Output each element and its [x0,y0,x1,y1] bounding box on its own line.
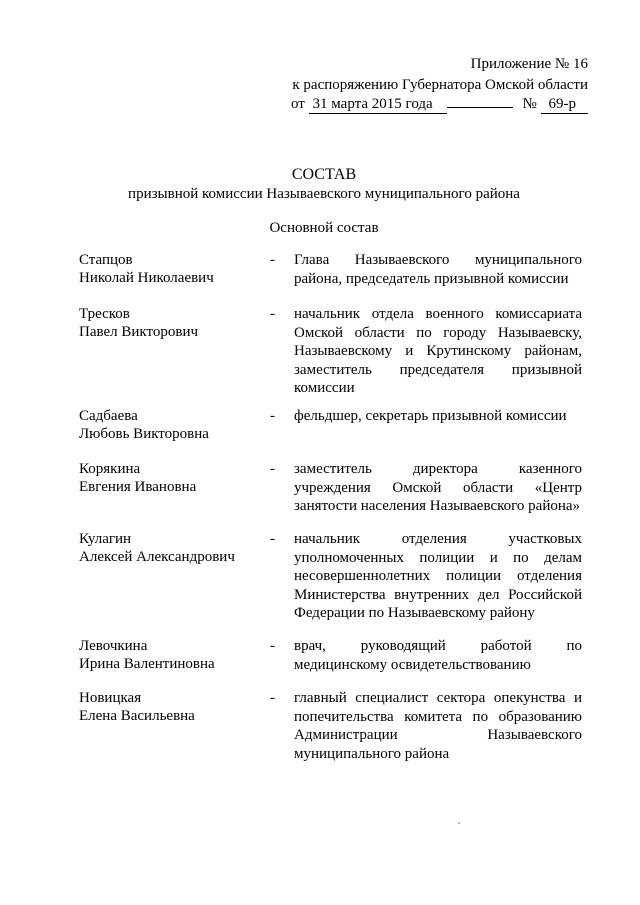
section-heading: Основной состав [269,220,379,236]
appendix-label: Приложение № 16 [470,56,588,72]
member-name [79,460,196,496]
member-surname: Корякина [79,461,141,477]
member-name [79,637,215,673]
dash-separator: - [270,408,275,424]
member-role: врач, руководящий работой по медицинскому освидетельствованию [294,638,582,673]
member-given-name: Николай Николаевич [79,270,214,286]
member-name [79,407,209,443]
member-role: главный специалист сектора опекунства и попечительства комитета по образованию Администрации Называевского муниципального района [294,690,582,762]
document-title: СОСТАВ [291,166,357,183]
member-name [79,305,198,341]
member-role: начальник отделения участковых уполномоченных полиции и по делам несовершеннолетних полиции отделения Министерства внутренних дел Российской Федерации по Называевскому району [294,531,582,621]
member-role: Глава Называевского муниципального района, председатель призывной комиссии [294,252,582,287]
order-number: 69-р [548,96,576,112]
document-subtitle: призывной комиссии Называевского муниципального района [128,186,520,202]
dash-separator: - [270,690,275,706]
dash-separator: - [270,638,275,654]
member-given-name: Алексей Александрович [79,549,235,565]
order-reference: к распоряжению Губернатора Омской области [292,77,588,93]
member-surname: Левочкина [79,638,148,654]
member-role: заместитель директора казенного учреждения Омской области «Центр занятости населения Называевского района» [294,461,582,514]
member-given-name: Павел Викторович [79,324,199,340]
member-surname: Кулагин [79,531,132,547]
dash-separator: - [270,531,275,547]
member-name [79,530,235,566]
member-surname: Тресков [79,306,130,322]
order-date: 31 марта 2015 года [312,96,433,112]
member-given-name: Евгения Ивановна [79,479,197,495]
dash-separator: - [270,461,275,477]
member-given-name: Ирина Валентиновна [79,656,215,672]
order-date-line [291,95,588,114]
dash-separator: - [270,306,275,322]
member-surname: Стапцов [79,252,133,268]
member-role: фельдшер, секретарь призывной комиссии [294,408,567,424]
member-surname: Новицкая [79,690,142,706]
scan-speck [458,822,460,824]
member-given-name: Любовь Викторовна [79,426,209,442]
member-given-name: Елена Васильевна [79,708,195,724]
date-blank [447,107,513,108]
number-prefix: № [522,96,537,112]
member-name [79,251,214,287]
member-surname: Садбаева [79,408,138,424]
member-name [79,689,195,725]
dash-separator: - [270,252,275,268]
member-role: начальник отдела военного комиссариата Омской области по городу Называевску, Называевскому и Крутинскому районам, заместитель председателя призывной комиссии [294,306,582,396]
date-prefix: от [290,96,305,112]
